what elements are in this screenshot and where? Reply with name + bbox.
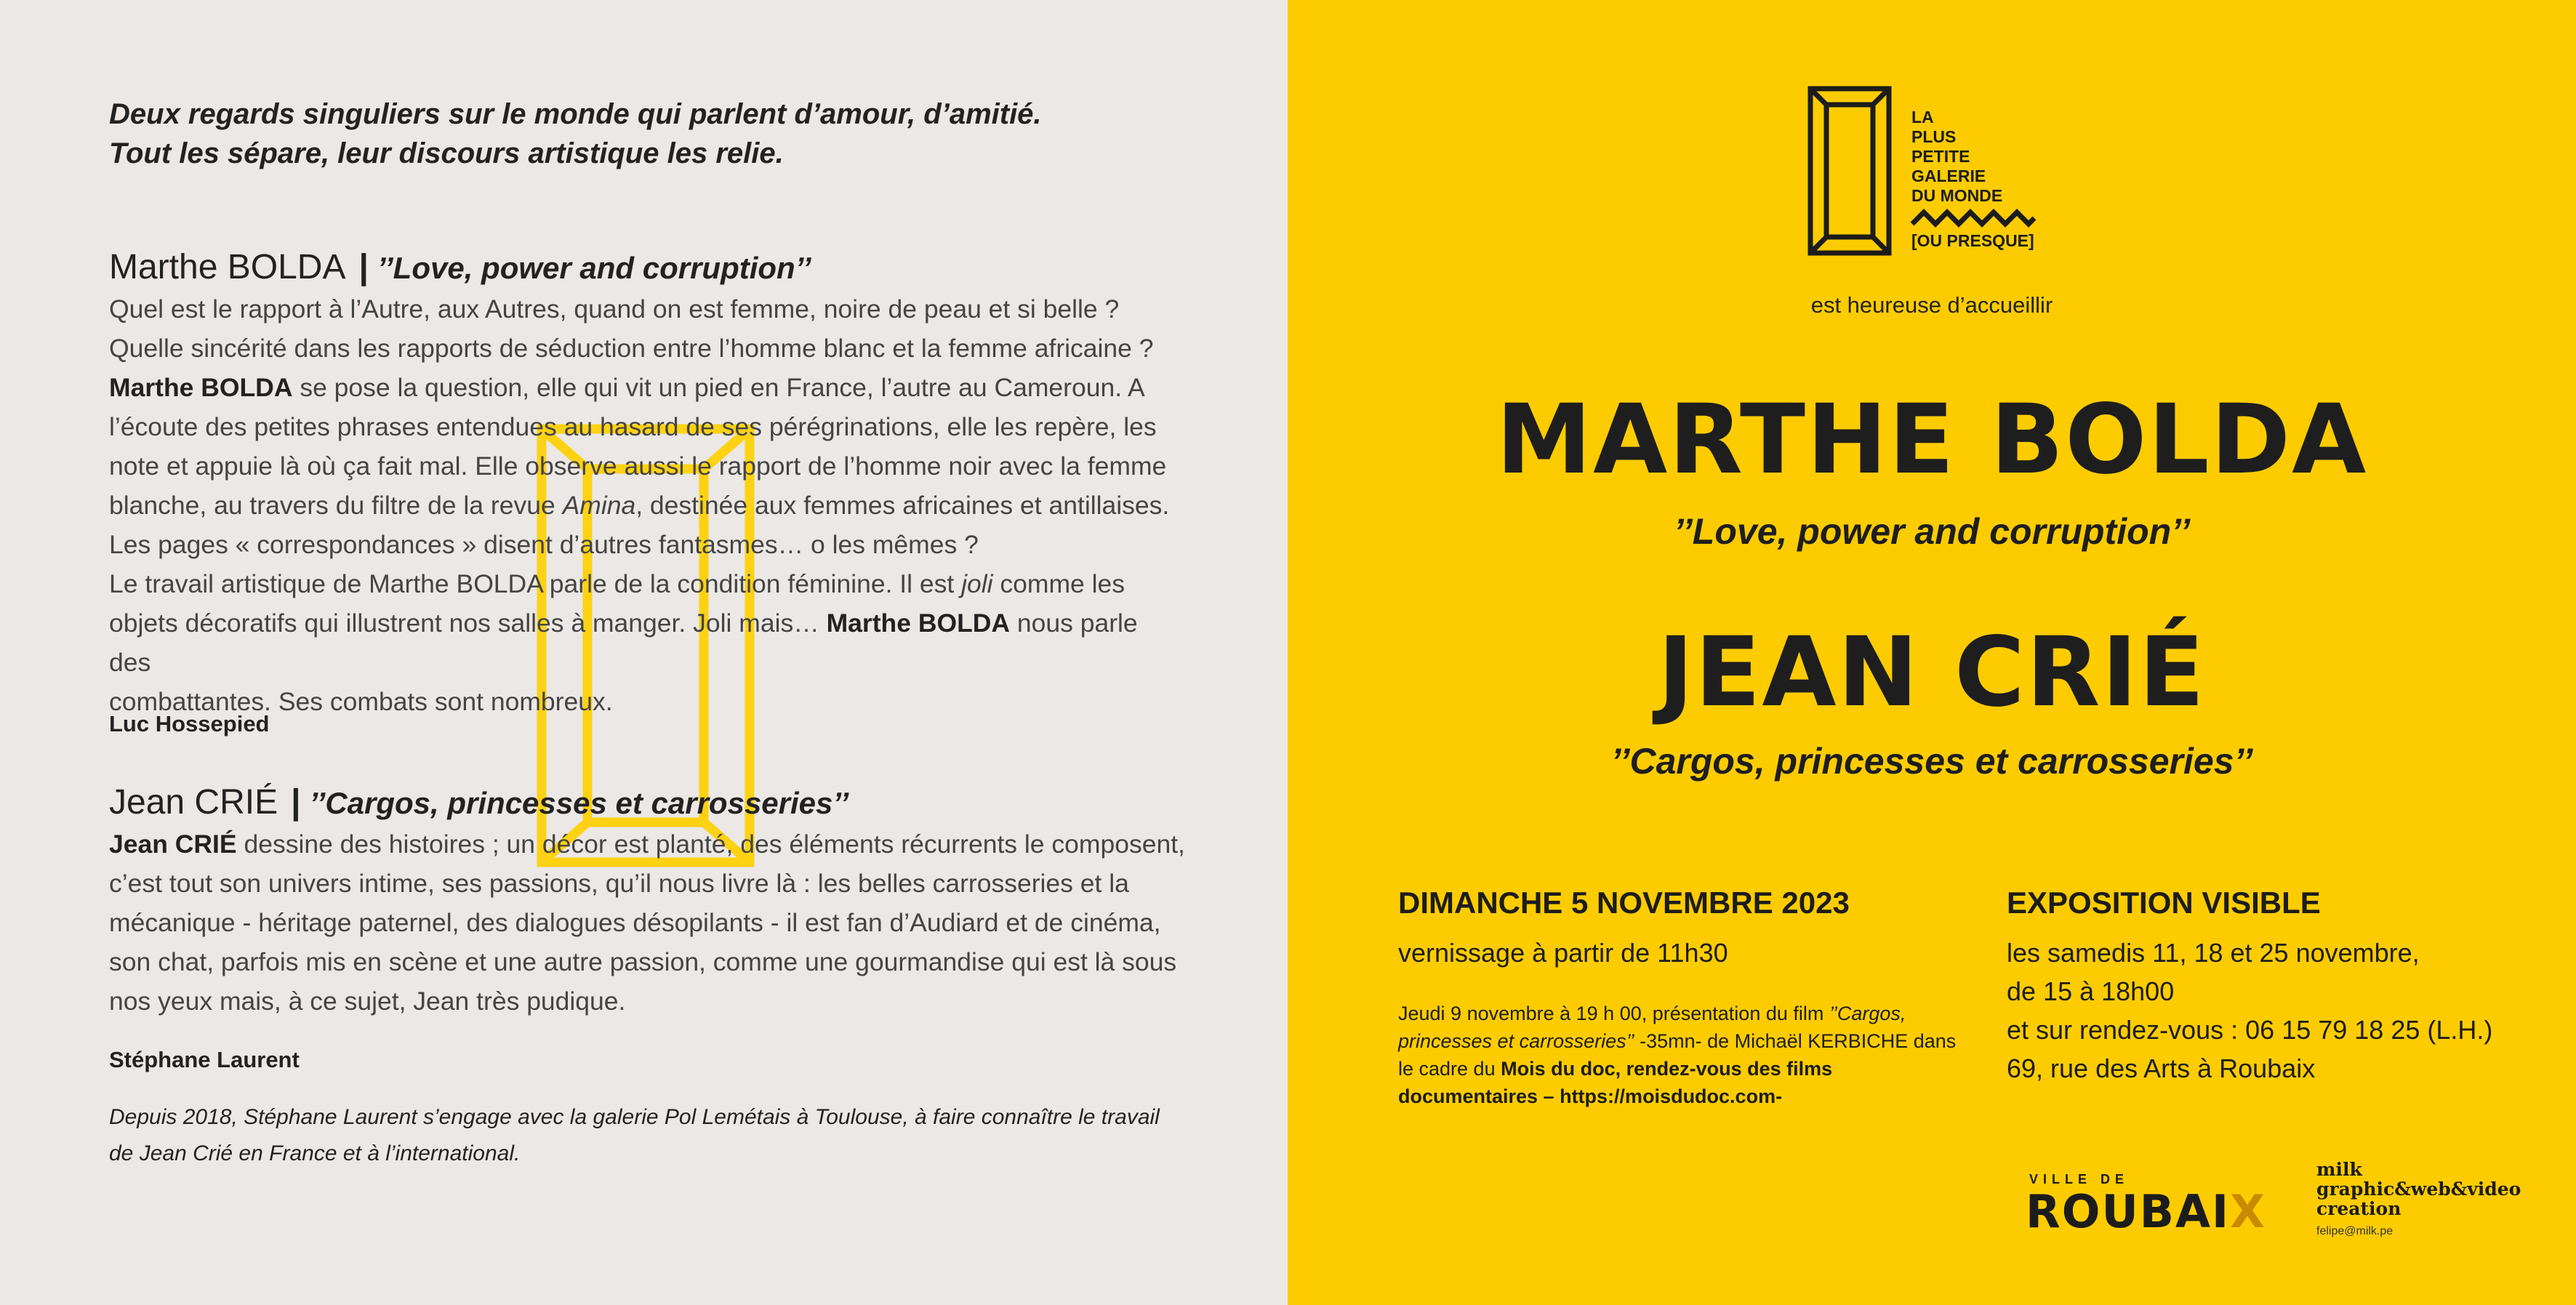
intro-line: Deux regards singuliers sur le monde qui parlent d’amour, d’amitié. (109, 98, 1042, 130)
gallery-name-line: PETITE (1911, 147, 1970, 166)
gallery-name (1911, 108, 2034, 251)
text-line: Quel est le rapport à l’Autre, aux Autres, quand on est femme, noire de peau et si belle ? (109, 294, 1120, 324)
vernissage-text: vernissage à partir de 11h30 (1398, 938, 1728, 968)
roubaix-logo-x: X (2230, 1185, 2266, 1238)
artist1-title: MARTHE BOLDA (1496, 384, 2368, 496)
film-screening-text (1398, 1000, 1965, 1110)
expo-line: les samedis 11, 18 et 25 novembre, (2007, 938, 2420, 968)
text-fragment: nous parle des (109, 609, 1138, 677)
film-title: ’’Cargos, princesses et carrosseries’’ (1398, 1003, 1906, 1052)
bolda-text (109, 289, 1185, 721)
right-panel (1288, 0, 2576, 1305)
text-line: c’est tout son univers intime, ses passions, qu’il nous livre là : les belles carrosseries et la (109, 869, 1129, 898)
gallery-name-line: PLUS (1911, 127, 1957, 146)
welcome-text: est heureuse d’accueillir (1810, 292, 2053, 318)
text-fragment: Jeudi 9 novembre à 19 h 00, présentation du film (1398, 1003, 1829, 1024)
text-line: nos yeux mais, à ce sujet, Jean très pudique. (109, 987, 626, 1016)
intro-text (109, 95, 1163, 173)
text-fragment: comme les (992, 569, 1126, 598)
gallery-name-suffix: [OU PRESQUE] (1911, 231, 2034, 250)
text-line (109, 824, 1185, 864)
crie-name: Jean CRIÉ (109, 783, 278, 822)
bolda-name: Marthe BOLDA (109, 248, 346, 286)
artist2-title: JEAN CRIÉ (1658, 617, 2206, 728)
text-line: combattantes. Ses combats sont nombreux. (109, 687, 613, 716)
crie-heading (109, 782, 848, 822)
artist2-work-title: ’’Cargos, princesses et carrosseries’’ (1610, 741, 2253, 782)
bolda-signature: Luc Hossepied (109, 711, 270, 736)
magazine-name: Amina (562, 491, 636, 520)
text-line (109, 564, 1185, 603)
text-fragment: , destinée aux femmes africaines et antillaises. (635, 491, 1170, 520)
text-fragment: se pose la question, elle qui vit un pied en France, l’autre au Cameroun. A (292, 373, 1145, 402)
date-heading: DIMANCHE 5 NOVEMBRE 2023 (1398, 886, 1850, 920)
milk-line: graphic&web&video (2316, 1178, 2521, 1200)
expo-line: 69, rue des Arts à Roubaix (2007, 1053, 2316, 1083)
artist-name-inline: Marthe BOLDA (826, 609, 1011, 638)
bolda-work-title: ’’Love, power and corruption’’ (377, 251, 811, 285)
text-line (109, 603, 1185, 682)
text-fragment: blanche, au travers du filtre de la revue (109, 491, 563, 520)
text-line: Quelle sincérité dans les rapports de séduction entre l’homme blanc et la femme africaine ? (109, 334, 1154, 363)
italic-word: joli (961, 569, 993, 598)
gallery-note (109, 1099, 1185, 1172)
crie-text (109, 824, 1185, 1021)
artist1-work-title: ’’Love, power and corruption’’ (1673, 511, 2191, 552)
expo-details (2007, 933, 2545, 1088)
roubaix-logo-text: ROUBAI (2026, 1185, 2231, 1238)
text-line: mécanique - héritage paternel, des dialogues désopilants - il est fan d’Audiard et de cinéma, (109, 908, 1161, 937)
expo-heading: EXPOSITION VISIBLE (2007, 886, 2321, 920)
bolda-heading (109, 247, 811, 287)
milk-line: milk (2316, 1159, 2362, 1180)
intro-line: Tout les sépare, leur discours artistique les relie. (109, 137, 784, 169)
expo-line: de 15 à 18h00 (2007, 976, 2175, 1006)
text-line: note et appuie là où ça fait mal. Elle observe aussi le rapport de l’homme noir avec la femme (109, 451, 1167, 481)
milk-line: creation (2316, 1198, 2402, 1219)
milk-logo (2316, 1160, 2521, 1218)
artist-name-inline: Jean CRIÉ (109, 830, 237, 859)
expo-line: et sur rendez-vous : 06 15 79 18 25 (L.H.) (2007, 1015, 2493, 1045)
mois-du-doc: Mois du doc, rendez-vous des films documentaires – https://moisdudoc.com- (1398, 1058, 1833, 1107)
text-fragment: dessine des histoires ; un décor est planté, des éléments récurrents le composent, (236, 830, 1185, 859)
note-line: Depuis 2018, Stéphane Laurent s’engage avec la galerie Pol Lemétais à Toulouse, à faire connaître le travail (109, 1105, 1160, 1129)
heading-separator: | (291, 783, 301, 822)
text-fragment: objets décoratifs qui illustrent nos salles à manger. Joli mais… (109, 609, 827, 638)
milk-email: felipe@milk.pe (2316, 1225, 2394, 1237)
note-line: de Jean Crié en France et à l’international. (109, 1141, 521, 1165)
text-fragment: -35mn- de Michaël KERBICHE dans le cadre du (1398, 1030, 1957, 1080)
artist-name-inline: Marthe BOLDA (109, 373, 293, 402)
gallery-name-line: LA (1911, 108, 1934, 127)
text-line (109, 368, 1185, 407)
gallery-name-line: DU MONDE (1911, 186, 2003, 205)
crie-signature: Stéphane Laurent (109, 1047, 300, 1072)
roubaix-logo (2026, 1185, 2266, 1238)
gallery-name-line: GALERIE (1911, 166, 1986, 185)
text-line: l’écoute des petites phrases entendues au hasard de ses pérégrinations, elle les repère, les (109, 412, 1157, 441)
text-line: Les pages « correspondances » disent d’autres fantasmes… o les mêmes ? (109, 530, 979, 559)
crie-work-title: ’’Cargos, princesses et carrosseries’’ (309, 786, 849, 820)
text-line (109, 486, 1185, 525)
text-line: son chat, parfois mis en scène et une autre passion, comme une gourmandise qui est là sous (109, 947, 1177, 976)
heading-separator: | (358, 248, 369, 286)
roubaix-logo-caption: VILLE DE (2029, 1172, 2130, 1186)
text-fragment: Le travail artistique de Marthe BOLDA parle de la condition féminine. Il est (109, 569, 962, 598)
